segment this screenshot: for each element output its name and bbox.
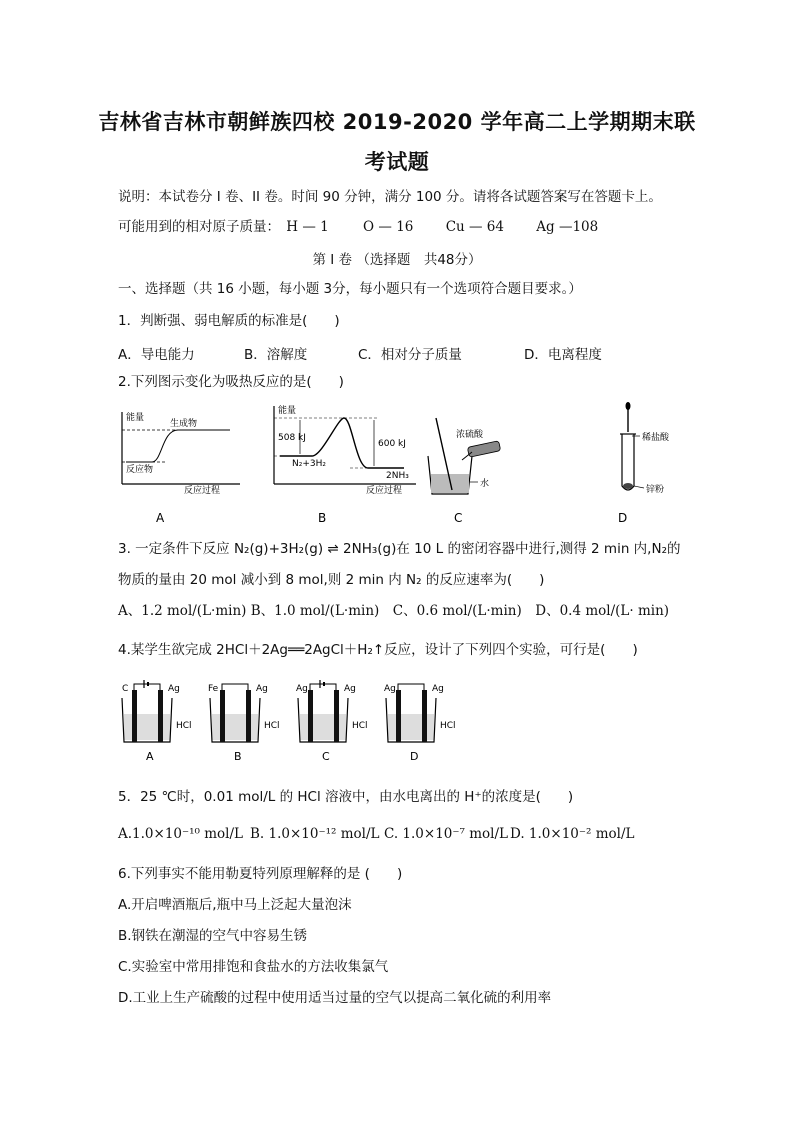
q1-options xyxy=(118,343,718,361)
exam-title-line2: 考试题 xyxy=(364,150,430,174)
atomic-masses xyxy=(118,218,598,236)
cell-c-electrolyte: HCl xyxy=(352,721,368,731)
q2-figures xyxy=(100,398,700,528)
fig-b-energy1: 508 kJ xyxy=(278,433,306,443)
q1-option-b: B．溶解度 xyxy=(244,347,308,363)
cell-c-left: Ag xyxy=(296,684,308,694)
cell-d-electrolyte: HCl xyxy=(440,721,456,731)
q1-option-a: A．导电能力 xyxy=(118,347,195,363)
q2-stem: 2.下列图示变化为吸热反应的是( ) xyxy=(118,374,344,390)
q1-option-c: C．相对分子质量 xyxy=(358,347,462,363)
q4-cell-c xyxy=(296,680,368,763)
q5-option-d: D. 1.0×10⁻² mol/L xyxy=(510,826,635,842)
q3-stem-line1: 3. 一定条件下反应 N₂(g)+3H₂(g) ⇌ 2NH₃(g)在 10 L 的密闭容器中进行,测得 2 min 内,N₂的 xyxy=(118,541,681,557)
cell-c-right: Ag xyxy=(344,684,356,694)
q2-figure-c xyxy=(428,418,501,525)
atomic-masses-label: 可能用到的相对原子质量： xyxy=(118,219,280,235)
q6-stem: 6.下列事实不能用勒夏特列原理解释的是 ( ) xyxy=(118,866,403,882)
fig-a-ylabel: 能量 xyxy=(126,413,145,423)
q6-option-c: C.实验室中常用排饱和食盐水的方法收集氯气 xyxy=(118,959,389,975)
q1-stem: 1．判断强、弱电解质的标准是( ) xyxy=(118,313,340,329)
section1-heading: 第 I 卷 （选择题 共48分） xyxy=(312,252,482,268)
q5-options xyxy=(118,826,678,844)
cell-b-right: Ag xyxy=(256,684,268,694)
q5-option-b: B. 1.0×10⁻¹² mol/L xyxy=(250,826,380,842)
fig-d-letter: D xyxy=(618,511,628,525)
mass-h: H — 1 xyxy=(286,219,329,235)
q3-stem-line2: 物质的量由 20 mol 减小到 8 mol,则 2 min 内 N₂ 的反应速率为( ) xyxy=(118,572,545,588)
fig-a-letter: A xyxy=(156,511,165,525)
q4-stem: 4.某学生欲完成 2HCl＋2Ag══2AgCl＋H₂↑反应，设计了下列四个实验，可行是( ) xyxy=(118,642,638,658)
q6-option-a: A.开启啤酒瓶后,瓶中马上泛起大量泡沫 xyxy=(118,897,352,913)
q4-cell-a xyxy=(122,680,192,763)
fig-b-reactants: N₂+3H₂ xyxy=(292,459,326,469)
q6-option-b: B.钢铁在潮湿的空气中容易生锈 xyxy=(118,928,308,944)
fig-b-letter: B xyxy=(318,511,327,525)
cell-c-letter: C xyxy=(322,750,330,763)
fig-c-water: 水 xyxy=(480,479,490,489)
mass-cu: Cu — 64 xyxy=(445,219,504,235)
q2-figure-d xyxy=(618,402,670,525)
cell-b-electrolyte: HCl xyxy=(264,721,280,731)
exam-instructions: 说明：本试卷分 I 卷、II 卷。时间 90 分钟，满分 100 分。请将各试题答案写在答题卡上。 xyxy=(118,189,662,205)
fig-c-acid: 浓硫酸 xyxy=(456,430,484,440)
fig-d-acid: 稀盐酸 xyxy=(642,433,670,443)
cell-d-right: Ag xyxy=(432,684,444,694)
q6-option-d: D.工业上生产硫酸的过程中使用适当过量的空气以提高二氧化硫的利用率 xyxy=(118,990,552,1006)
fig-c-letter: C xyxy=(454,511,463,525)
q5-option-a: A.1.0×10⁻¹⁰ mol/L xyxy=(118,826,244,842)
q5-option-c: C. 1.0×10⁻⁷ mol/L xyxy=(384,826,508,842)
cell-a-left: C xyxy=(122,684,129,694)
fig-a-reactant: 反应物 xyxy=(126,465,154,475)
section1-instructions: 一、选择题（共 16 小题，每小题 3分，每小题只有一个选项符合题目要求。） xyxy=(118,281,582,297)
mass-ag: Ag —108 xyxy=(536,219,599,235)
cell-a-right: Ag xyxy=(168,684,180,694)
q2-figure-b xyxy=(274,404,416,525)
q4-cell-d xyxy=(384,684,456,763)
q4-figures xyxy=(118,680,478,770)
cell-a-electrolyte: HCl xyxy=(176,721,192,731)
fig-a-product: 生成物 xyxy=(170,419,198,429)
fig-b-xlabel: 反应过程 xyxy=(366,486,403,496)
fig-a-xlabel: 反应过程 xyxy=(184,486,221,496)
q4-cell-b xyxy=(208,684,280,763)
fig-d-metal: 锌粉 xyxy=(646,485,665,495)
mass-o: O — 16 xyxy=(363,219,414,235)
cell-d-left: Ag xyxy=(384,684,396,694)
cell-b-left: Fe xyxy=(208,684,219,694)
cell-d-letter: D xyxy=(410,750,419,763)
fig-b-ylabel: 能量 xyxy=(278,406,297,416)
cell-a-letter: A xyxy=(146,750,154,763)
cell-b-letter: B xyxy=(234,750,242,763)
q2-figure-a xyxy=(122,411,240,525)
exam-title-line1: 吉林省吉林市朝鲜族四校 2019-2020 学年高二上学期期末联 xyxy=(98,110,696,134)
fig-b-product: 2NH₃ xyxy=(386,471,409,481)
q3-options: A、1.2 mol/(L·min) B、1.0 mol/(L·min) C、0.6 mol/(L·min) D、0.4 mol/(L· min) xyxy=(118,603,670,619)
fig-b-energy2: 600 kJ xyxy=(378,439,406,449)
q1-option-d: D．电离程度 xyxy=(524,347,602,363)
q5-stem: 5．25 ℃时，0.01 mol/L 的 HCl 溶液中，由水电离出的 H⁺的浓度是( ) xyxy=(118,789,574,805)
